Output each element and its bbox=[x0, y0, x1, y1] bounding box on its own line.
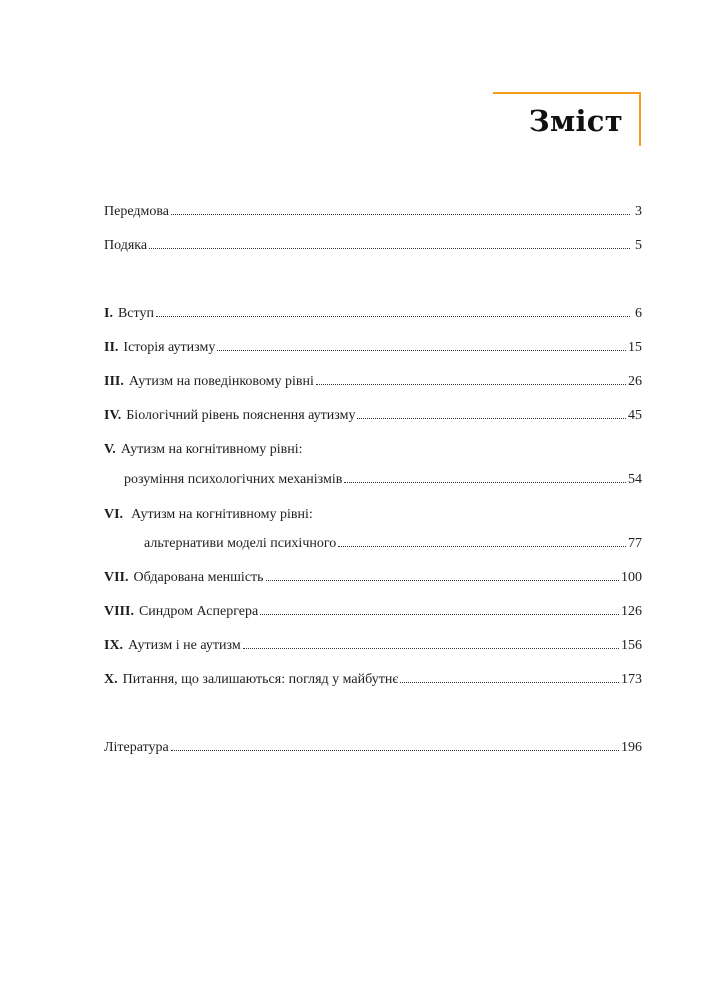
page-number: 100 bbox=[621, 570, 642, 585]
entry-label: Аутизм і не аутизм bbox=[128, 638, 241, 653]
dot-leader bbox=[266, 580, 619, 581]
dot-leader bbox=[260, 614, 619, 615]
toc-entry-chapter-3[interactable] bbox=[104, 373, 642, 391]
dot-leader bbox=[316, 384, 626, 385]
toc-entry-chapter-6-line-1[interactable] bbox=[104, 506, 313, 524]
toc-entry-chapter-10[interactable] bbox=[104, 671, 642, 689]
entry-label: Біологічний рівень пояснення аутизму bbox=[126, 408, 356, 423]
dot-leader bbox=[171, 214, 630, 215]
chapter-number: IV. bbox=[104, 408, 122, 423]
entry-label: Аутизм на когнітивному рівні: bbox=[131, 507, 313, 522]
chapter-number: X. bbox=[104, 672, 118, 687]
toc-entry-foreword[interactable] bbox=[104, 203, 642, 221]
entry-label: Аутизм на поведінковому рівні bbox=[128, 374, 314, 389]
dot-leader bbox=[217, 350, 626, 351]
page-number: 126 bbox=[621, 604, 642, 619]
entry-label: Подяка bbox=[104, 238, 148, 253]
toc-entry-chapter-7[interactable] bbox=[104, 569, 642, 587]
entry-label: Синдром Аспергера bbox=[138, 604, 259, 619]
chapter-number: VII. bbox=[104, 570, 129, 585]
chapter-number: III. bbox=[104, 374, 124, 389]
chapter-number: II. bbox=[104, 340, 119, 355]
page-number: 77 bbox=[628, 536, 642, 551]
dot-leader bbox=[149, 248, 630, 249]
chapter-number: VIII. bbox=[104, 604, 134, 619]
page-number: 156 bbox=[621, 638, 642, 653]
entry-label: Аутизм на когнітивному рівні: bbox=[120, 442, 303, 457]
entry-label: Передмова bbox=[104, 204, 169, 219]
toc-entry-chapter-5-line-1[interactable] bbox=[104, 441, 303, 459]
toc-entry-thanks[interactable] bbox=[104, 237, 642, 255]
page-number: 45 bbox=[628, 408, 642, 423]
chapter-number: VI. bbox=[104, 507, 124, 522]
toc-entry-literature[interactable] bbox=[104, 739, 642, 757]
toc-entry-chapter-4[interactable] bbox=[104, 407, 642, 425]
page-number: 5 bbox=[635, 238, 642, 253]
page-number: 173 bbox=[621, 672, 642, 687]
toc-entry-chapter-9[interactable] bbox=[104, 637, 642, 655]
dot-leader bbox=[171, 750, 619, 751]
entry-label: Обдарована меншість bbox=[133, 570, 264, 585]
table-of-contents bbox=[104, 0, 642, 1000]
dot-leader bbox=[400, 682, 619, 683]
page-number: 15 bbox=[628, 340, 642, 355]
toc-entry-chapter-1[interactable] bbox=[104, 305, 642, 323]
entry-label: Питання, що залишаються: погляд у майбутнє bbox=[122, 672, 399, 687]
toc-entry-chapter-8[interactable] bbox=[104, 603, 642, 621]
page-number: 6 bbox=[635, 306, 642, 321]
dot-leader bbox=[344, 482, 626, 483]
dot-leader bbox=[357, 418, 626, 419]
toc-entry-chapter-2[interactable] bbox=[104, 339, 642, 357]
entry-label-continued: розуміння психологічних механізмів bbox=[124, 472, 343, 487]
dot-leader bbox=[156, 316, 630, 317]
toc-entry-chapter-5[interactable] bbox=[104, 471, 642, 489]
entry-label: Вступ bbox=[117, 306, 154, 321]
page-number: 3 bbox=[635, 204, 642, 219]
entry-label: Історія аутизму bbox=[123, 340, 216, 355]
page-number: 196 bbox=[621, 740, 642, 755]
dot-leader bbox=[243, 648, 619, 649]
dot-leader bbox=[338, 546, 626, 547]
chapter-number: I. bbox=[104, 306, 113, 321]
page-number: 54 bbox=[628, 472, 642, 487]
entry-label: Література bbox=[104, 740, 169, 755]
page-number: 26 bbox=[628, 374, 642, 389]
chapter-number: V. bbox=[104, 442, 116, 457]
toc-entry-chapter-6[interactable] bbox=[104, 535, 642, 553]
entry-label-continued: альтернативи моделі психічного bbox=[144, 536, 337, 551]
page-title: Зміст bbox=[528, 104, 623, 138]
chapter-number: IX. bbox=[104, 638, 124, 653]
